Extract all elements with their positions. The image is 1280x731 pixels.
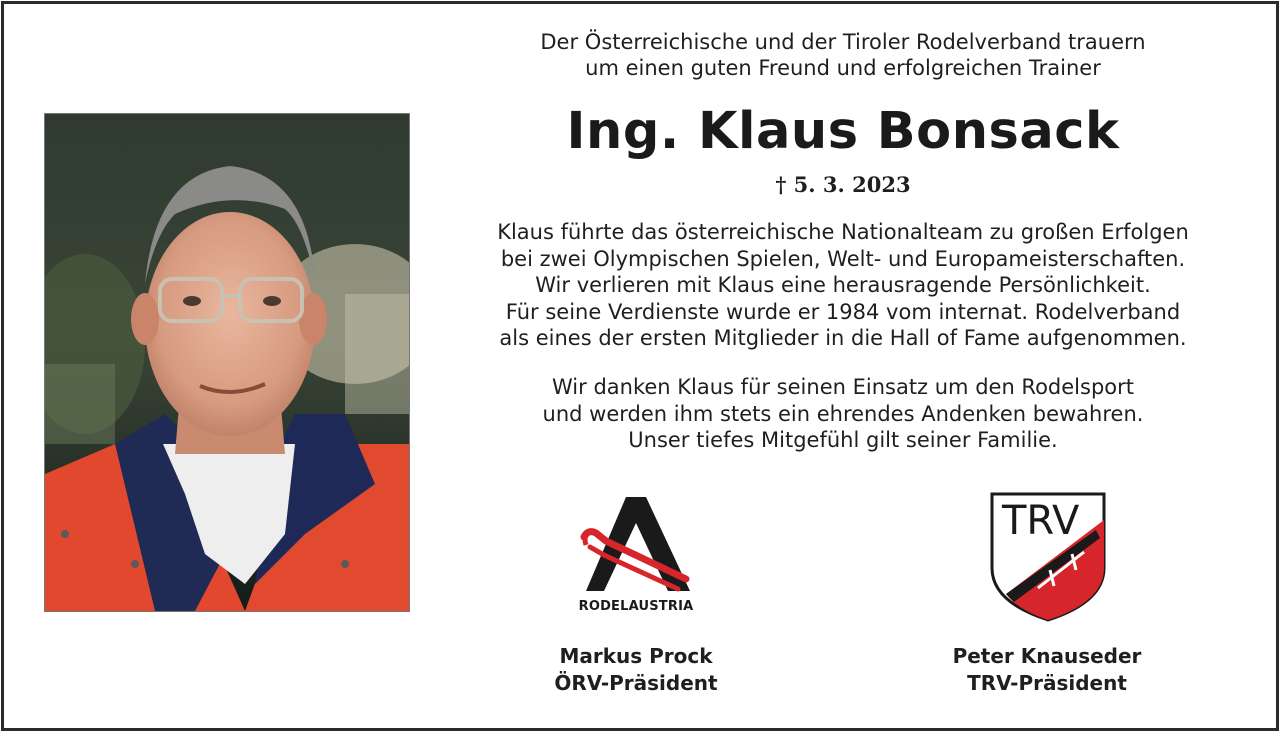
rodelaustria-logo bbox=[566, 493, 706, 623]
intro-line: Der Österreichische und der Tiroler Rodelverband trauern bbox=[540, 30, 1146, 54]
thanks-line: Wir danken Klaus für seinen Einsatz um den Rodelsport bbox=[552, 375, 1134, 399]
signatory-name: Markus Prock bbox=[559, 644, 713, 668]
signatory-name: Peter Knauseder bbox=[952, 644, 1142, 668]
signatory-role: ÖRV-Präsident bbox=[554, 671, 718, 695]
portrait-photo bbox=[44, 113, 410, 612]
thanks-line: Unser tiefes Mitgefühl gilt seiner Familie. bbox=[628, 428, 1058, 452]
trv-shield-logo bbox=[988, 490, 1108, 624]
thanks-line: und werden ihm stets ein ehrendes Andenken bewahren. bbox=[542, 401, 1144, 426]
tribute-line: Für seine Verdienste wurde er 1984 vom internat. Rodelverband bbox=[505, 299, 1181, 324]
trv-wordmark: TRV bbox=[1002, 498, 1080, 544]
deceased-name: Ing. Klaus Bonsack bbox=[566, 102, 1120, 161]
tribute-line: als eines der ersten Mitglieder in die Hall of Fame aufgenommen. bbox=[499, 326, 1187, 350]
thanks-paragraph bbox=[445, 374, 1241, 454]
signatory-role: TRV-Präsident bbox=[967, 671, 1127, 695]
intro-line: um einen guten Freund und erfolgreichen Trainer bbox=[585, 56, 1101, 80]
rodelaustria-wordmark: RODELAUSTRIA bbox=[578, 599, 694, 614]
tribute-line: Wir verlieren mit Klaus eine herausragende Persönlichkeit. bbox=[535, 273, 1151, 297]
tribute-line: Klaus führte das österreichische Nationalteam zu großen Erfolgen bbox=[497, 220, 1189, 244]
tribute-line: bei zwei Olympischen Spielen, Welt- und Europameisterschaften. bbox=[500, 246, 1186, 271]
tribute-paragraph bbox=[445, 219, 1241, 352]
signature-left bbox=[486, 643, 786, 697]
death-date: † 5. 3. 2023 bbox=[775, 172, 911, 197]
signature-right bbox=[897, 643, 1197, 697]
intro-text bbox=[445, 29, 1241, 81]
